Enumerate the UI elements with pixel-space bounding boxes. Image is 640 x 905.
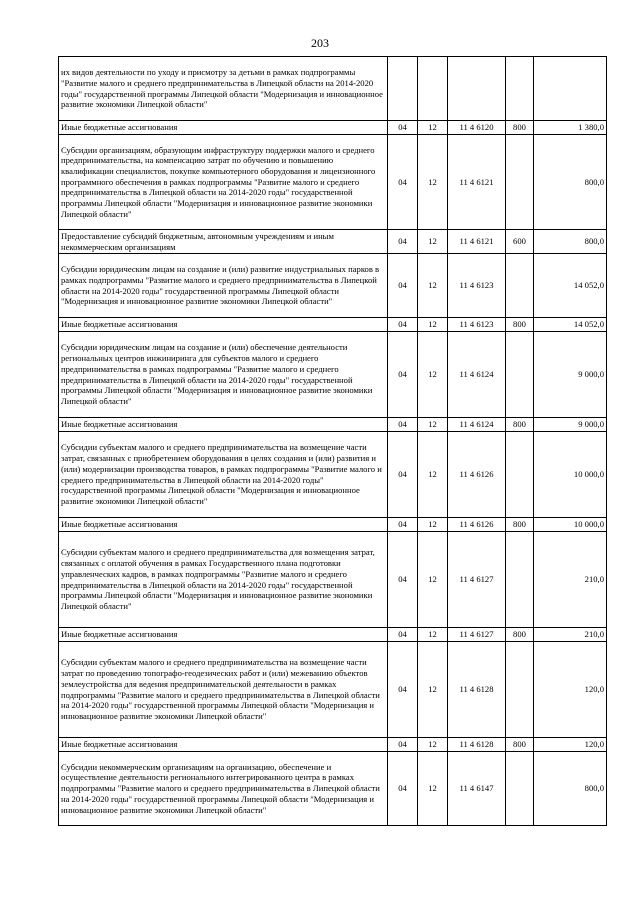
row-expense-type: 800 — [506, 318, 534, 332]
row-amount — [534, 57, 607, 121]
row-target-code: 11 4 6123 — [448, 254, 506, 318]
row-section: 04 — [388, 738, 418, 752]
row-amount: 9 000,0 — [534, 332, 607, 418]
row-amount: 210,0 — [534, 628, 607, 642]
row-target-code: 11 4 6126 — [448, 432, 506, 518]
row-subsection: 12 — [418, 432, 448, 518]
row-target-code: 11 4 6128 — [448, 738, 506, 752]
row-section: 04 — [388, 532, 418, 628]
row-target-code: 11 4 6124 — [448, 418, 506, 432]
row-description: Субсидии субъектам малого и среднего предпринимательства на возмещение части затрат, связанных с приобретением оборудования в целях создания и (или) развития и (или) модернизации производства товаров, в рамках подпрограммы "Развитие малого и среднего предпринимательства в Липецкой области на 2014-2020 годы" государственной программы Липецкой области "Модернизация и инновационное развитие экономики Липецкой области" — [59, 432, 388, 518]
page-number: 203 — [311, 36, 329, 50]
row-section: 04 — [388, 418, 418, 432]
row-section: 04 — [388, 752, 418, 826]
row-amount: 14 052,0 — [534, 318, 607, 332]
row-description: Иные бюджетные ассигнования — [59, 318, 388, 332]
row-description: Иные бюджетные ассигнования — [59, 628, 388, 642]
row-target-code: 11 4 6127 — [448, 628, 506, 642]
row-description: Субсидии некоммерческим организациям на организацию, обеспечение и осуществление деятельности регионального интегрированного центра в рамках подпрограммы "Развитие малого и среднего предпринимательства в Липецкой области на 2014-2020 годы" государственной программы Липецкой области "Модернизация и инновационное развитие экономики Липецкой области" — [59, 752, 388, 826]
table-row — [59, 738, 607, 752]
row-expense-type: 800 — [506, 738, 534, 752]
table-row — [59, 752, 607, 826]
table-row — [59, 135, 607, 230]
row-description: Иные бюджетные ассигнования — [59, 518, 388, 532]
table-row — [59, 57, 607, 121]
row-amount: 800,0 — [534, 230, 607, 254]
row-subsection — [418, 57, 448, 121]
row-amount: 210,0 — [534, 532, 607, 628]
row-expense-type — [506, 135, 534, 230]
row-target-code — [448, 57, 506, 121]
row-amount: 10 000,0 — [534, 518, 607, 532]
row-subsection: 12 — [418, 230, 448, 254]
row-subsection: 12 — [418, 642, 448, 738]
row-section: 04 — [388, 230, 418, 254]
row-expense-type: 800 — [506, 518, 534, 532]
row-amount: 120,0 — [534, 642, 607, 738]
table-row — [59, 121, 607, 135]
row-description: Иные бюджетные ассигнования — [59, 121, 388, 135]
row-subsection: 12 — [418, 518, 448, 532]
row-subsection: 12 — [418, 332, 448, 418]
row-target-code: 11 4 6147 — [448, 752, 506, 826]
row-subsection: 12 — [418, 121, 448, 135]
row-expense-type: 800 — [506, 418, 534, 432]
table-row — [59, 642, 607, 738]
row-description: Субсидии юридическим лицам на создание и (или) развитие индустриальных парков в рамках подпрограммы "Развитие малого и среднего предпринимательства в Липецкой области на 2014-2020 годы" государственной программы Липецкой области "Модернизация и инновационное развитие экономики Липецкой области" — [59, 254, 388, 318]
row-amount: 9 000,0 — [534, 418, 607, 432]
row-description: Предоставление субсидий бюджетным, автономным учреждениям и иным некоммерческим организациям — [59, 230, 388, 254]
row-expense-type — [506, 332, 534, 418]
table-row — [59, 628, 607, 642]
row-expense-type — [506, 642, 534, 738]
row-section: 04 — [388, 432, 418, 518]
row-section: 04 — [388, 121, 418, 135]
row-description: их видов деятельности по уходу и присмотру за детьми в рамках подпрограммы "Развитие малого и среднего предпринимательства в Липецкой области на 2014-2020 годы" государственной программы Липецкой области "Модернизация и инновационное развитие экономики Липецкой области" — [59, 57, 388, 121]
row-section: 04 — [388, 135, 418, 230]
row-target-code: 11 4 6127 — [448, 532, 506, 628]
row-subsection: 12 — [418, 628, 448, 642]
row-subsection: 12 — [418, 135, 448, 230]
row-expense-type — [506, 532, 534, 628]
table-row — [59, 432, 607, 518]
row-expense-type: 600 — [506, 230, 534, 254]
table-row — [59, 254, 607, 318]
row-expense-type: 800 — [506, 121, 534, 135]
row-amount: 10 000,0 — [534, 432, 607, 518]
row-subsection: 12 — [418, 752, 448, 826]
row-description: Иные бюджетные ассигнования — [59, 738, 388, 752]
table-row — [59, 518, 607, 532]
row-amount: 1 380,0 — [534, 121, 607, 135]
row-expense-type — [506, 254, 534, 318]
row-amount: 800,0 — [534, 135, 607, 230]
row-description: Субсидии субъектам малого и среднего предпринимательства для возмещения затрат, связанных с оплатой обучения в рамках Государственного плана подготовки управленческих кадров, в рамках подпрограммы "Развитие малого и среднего предпринимательства в Липецкой области на 2014-2020 годы" государственной программы Липецкой области "Модернизация и инновационное развитие экономики Липецкой области" — [59, 532, 388, 628]
row-subsection: 12 — [418, 318, 448, 332]
row-subsection: 12 — [418, 738, 448, 752]
row-subsection: 12 — [418, 418, 448, 432]
row-expense-type — [506, 57, 534, 121]
table-row — [59, 230, 607, 254]
table-row — [59, 532, 607, 628]
table-row — [59, 332, 607, 418]
row-amount: 120,0 — [534, 738, 607, 752]
table-row — [59, 418, 607, 432]
row-subsection: 12 — [418, 532, 448, 628]
row-expense-type — [506, 432, 534, 518]
row-target-code: 11 4 6121 — [448, 135, 506, 230]
row-amount: 14 052,0 — [534, 254, 607, 318]
row-expense-type — [506, 752, 534, 826]
row-expense-type: 800 — [506, 628, 534, 642]
row-target-code: 11 4 6126 — [448, 518, 506, 532]
row-section: 04 — [388, 642, 418, 738]
row-target-code: 11 4 6128 — [448, 642, 506, 738]
table-row — [59, 318, 607, 332]
row-description: Субсидии субъектам малого и среднего предпринимательства на возмещение части затрат по проведению топографо-геодезических работ и (или) межеванию объектов землеустройства для ведения предпринимательской деятельности в рамках подпрограммы "Развитие малого и среднего предпринимательства в Липецкой области на 2014-2020 годы" государственной программы Липецкой области "Модернизация и инновационное развитие экономики Липецкой области" — [59, 642, 388, 738]
row-target-code: 11 4 6123 — [448, 318, 506, 332]
row-section: 04 — [388, 332, 418, 418]
row-amount: 800,0 — [534, 752, 607, 826]
row-description: Субсидии юридическим лицам на создание и (или) обеспечение деятельности региональных центров инжиниринга для субъектов малого и среднего предпринимательства в рамках подпрограммы "Развитие малого и среднего предпринимательства в Липецкой области на 2014-2020 годы" государственной программы Липецкой области "Модернизация и инновационное развитие экономики Липецкой области" — [59, 332, 388, 418]
row-section — [388, 57, 418, 121]
row-target-code: 11 4 6121 — [448, 230, 506, 254]
row-section: 04 — [388, 254, 418, 318]
row-subsection: 12 — [418, 254, 448, 318]
row-target-code: 11 4 6120 — [448, 121, 506, 135]
row-section: 04 — [388, 318, 418, 332]
row-section: 04 — [388, 518, 418, 532]
budget-table — [58, 56, 607, 826]
row-description: Иные бюджетные ассигнования — [59, 418, 388, 432]
row-description: Субсидии организациям, образующим инфраструктуру поддержки малого и среднего предпринимательства, на компенсацию затрат по обучению и повышению квалификации специалистов, покупке компьютерного оборудования и лицензионного программного обеспечения в рамках подпрограммы "Развитие малого и среднего предпринимательства в Липецкой области на 2014-2020 годы" государственной программы Липецкой области "Модернизация и инновационное развитие экономики Липецкой области" — [59, 135, 388, 230]
row-target-code: 11 4 6124 — [448, 332, 506, 418]
row-section: 04 — [388, 628, 418, 642]
